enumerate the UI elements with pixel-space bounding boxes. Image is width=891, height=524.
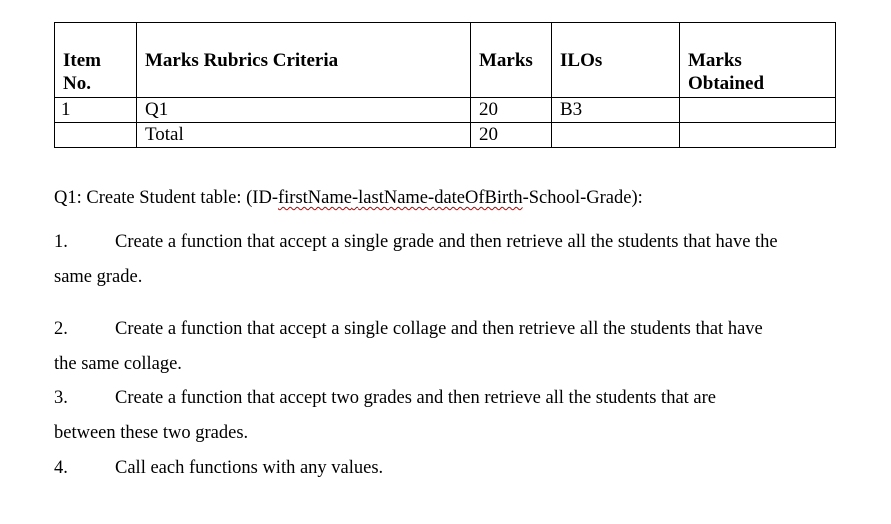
cell-marks-obtained bbox=[680, 98, 836, 123]
list-item bbox=[54, 318, 844, 340]
header-ilos: ILOs bbox=[552, 23, 680, 98]
cell-ilos bbox=[552, 123, 680, 148]
cell-marks-obtained bbox=[680, 123, 836, 148]
cell-criteria: Q1 bbox=[137, 98, 471, 123]
header-criteria: Marks Rubrics Criteria bbox=[137, 23, 471, 98]
cell-item: 1 bbox=[55, 98, 137, 123]
list-item-continuation: between these two grades. bbox=[54, 423, 249, 443]
header-item-no: Item No. bbox=[55, 23, 137, 98]
cell-marks: 20 bbox=[471, 98, 552, 123]
list-item-number: 1. bbox=[54, 232, 68, 252]
list-item-continuation: same grade. bbox=[54, 267, 143, 287]
table-header-row bbox=[55, 23, 836, 98]
list-item-text: Call each functions with any values. bbox=[115, 458, 384, 478]
spellcheck-word: firstName bbox=[278, 188, 352, 208]
table-row bbox=[55, 123, 836, 148]
cell-ilos: B3 bbox=[552, 98, 680, 123]
spellcheck-word: lastName bbox=[358, 188, 429, 208]
list-item-continuation: the same collage. bbox=[54, 354, 182, 374]
list-item-number: 2. bbox=[54, 319, 68, 339]
rubric-table bbox=[54, 22, 836, 148]
cell-criteria: Total bbox=[137, 123, 471, 148]
header-marks: Marks bbox=[471, 23, 552, 98]
list-item bbox=[54, 457, 844, 479]
list-item-text: Create a function that accept two grades and then retrieve all the students that are bbox=[115, 388, 716, 408]
question-title: Q1: Create Student table: (ID-firstName-lastName-dateOfBirth-School-Grade): bbox=[54, 188, 643, 208]
list-item-text: Create a function that accept a single grade and then retrieve all the students that have the bbox=[115, 232, 778, 252]
cell-marks: 20 bbox=[471, 123, 552, 148]
list-item bbox=[54, 231, 844, 253]
cell-item bbox=[55, 123, 137, 148]
header-marks-obtained: Marks Obtained bbox=[680, 23, 836, 98]
list-item-number: 4. bbox=[54, 458, 68, 478]
spellcheck-word: dateOfBirth bbox=[434, 188, 523, 208]
list-item-number: 3. bbox=[54, 388, 68, 408]
table-row bbox=[55, 98, 836, 123]
list-item-text: Create a function that accept a single collage and then retrieve all the students that have bbox=[115, 319, 763, 339]
list-item bbox=[54, 387, 844, 409]
